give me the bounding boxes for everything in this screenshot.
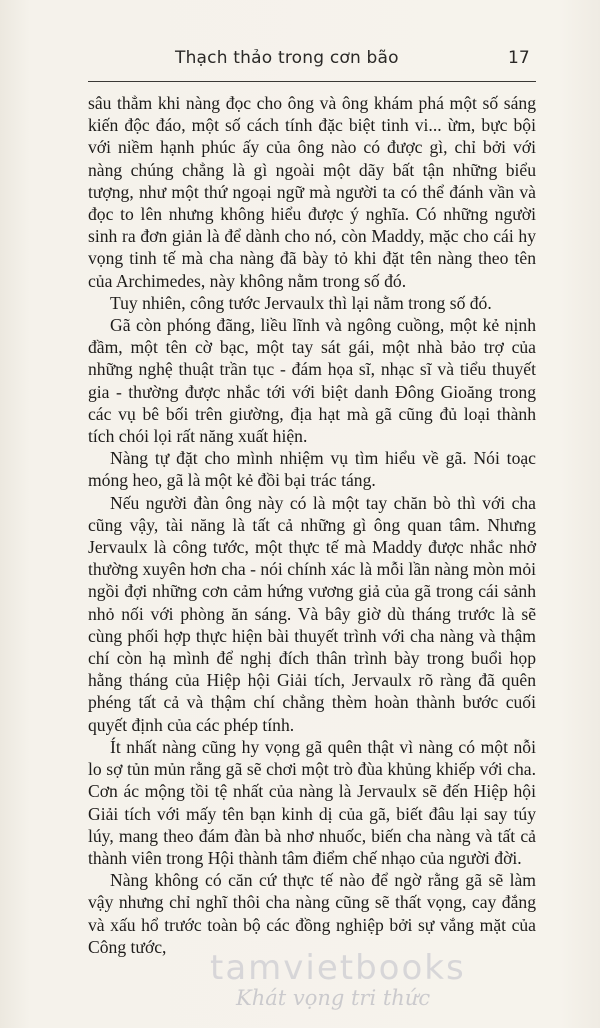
chapter-title: Thạch thảo trong cơn bão xyxy=(175,48,399,68)
watermark-slogan: Khát vọng tri thức xyxy=(236,986,431,1010)
paragraph: Ít nhất nàng cũng hy vọng gã quên thật vì nàng có một nỗi lo sợ tủn mủn rằng gã sẽ chơi một trò đùa khủng khiếp với cha. Cơn ác mộng tồi tệ nhất của nàng là Jervaulx sẽ đến Hiệp hội Giải tích với mấy tên bạn kinh dị của gã, biết đâu lại say túy lúy, mang theo đám đàn bà nhơ nhuốc, biến cha nàng và tất cả thành viên trong Hội thành tâm điểm chế nhạo của người đời. xyxy=(88,736,536,868)
paragraph: Gã còn phóng đãng, liều lĩnh và ngông cuồng, một kẻ nịnh đầm, một tên cờ bạc, một tay sát gái, một nhà bảo trợ của những nghệ thuật trần tục - đám họa sĩ, nhạc sĩ và tiểu thuyết gia - thường được nhắc tới với biệt danh Đông Gioăng trong các vụ bê bối trên giường, địa hạt mà gã cũng đủ loại thành tích chói lọi rất năng xuất hiện. xyxy=(88,315,536,447)
paragraph: sâu thẳm khi nàng đọc cho ông và ông khám phá một số sáng kiến độc đáo, một số cách tính đặc biệt tinh vi... ừm, bực bội với niềm hạnh phúc ấy của ông nào có được gì, chỉ bởi với nàng chúng chẳng là gì ngoài một dãy bất tận những biểu tượng, như một thứ ngoại ngữ mà người ta có thể đánh vần và đọc to lên nhưng không hiểu được ý nghĩa. Có những người sinh ra đơn giản là để dành cho nó, còn Maddy, mặc cho cái hy vọng tinh tế mà cha nàng đã bày tỏ khi đặt tên nàng theo tên của Archimedes, này không nằm trong số đó. xyxy=(88,93,536,291)
page-number: 17 xyxy=(508,48,530,68)
publisher-watermark xyxy=(0,948,600,1018)
paragraph: Nàng không có căn cứ thực tế nào để ngờ rằng gã sẽ làm vậy nhưng chỉ nghĩ thôi cha nàng cũng sẽ thất vọng, cay đắng và xấu hổ trước toàn bộ các đồng nghiệp bởi sự vắng mặt của Công tước, xyxy=(88,870,536,957)
paragraph: Tuy nhiên, công tước Jervaulx thì lại nằm trong số đó. xyxy=(110,292,492,313)
body-text xyxy=(88,92,536,958)
paragraph: Nàng tự đặt cho mình nhiệm vụ tìm hiểu về gã. Nói toạc móng heo, gã là một kẻ đồi bại trác táng. xyxy=(88,448,536,491)
paragraph: Nếu người đàn ông này có là một tay chăn bò thì với cha cũng vậy, tài năng là tất cả những gì ông quan tâm. Nhưng Jervaulx là công tước, một thực tế mà Maddy được nhắc nhở thường xuyên hơn cha - nói chính xác là mỗi lần nàng mòn mỏi ngồi đợi những cơn cảm hứng vương giả của gã trong cái sảnh nhỏ nối với phòng ăn sáng. Và bây giờ dù tháng trước là sẽ cùng phối hợp thực hiện bài thuyết trình với cha nàng và thậm chí còn hạ mình để nghị đích thân trình bày trong buổi họp hằng tháng của Hiệp hội Giải tích, Jervaulx rõ ràng đã quên phéng tất cả và thậm chí chẳng thèm hoàn thành bước cuối quyết định của các phép tính. xyxy=(88,492,536,735)
running-head xyxy=(0,48,600,72)
header-divider xyxy=(88,81,536,82)
watermark-brand: tamvietbooks xyxy=(210,948,466,988)
